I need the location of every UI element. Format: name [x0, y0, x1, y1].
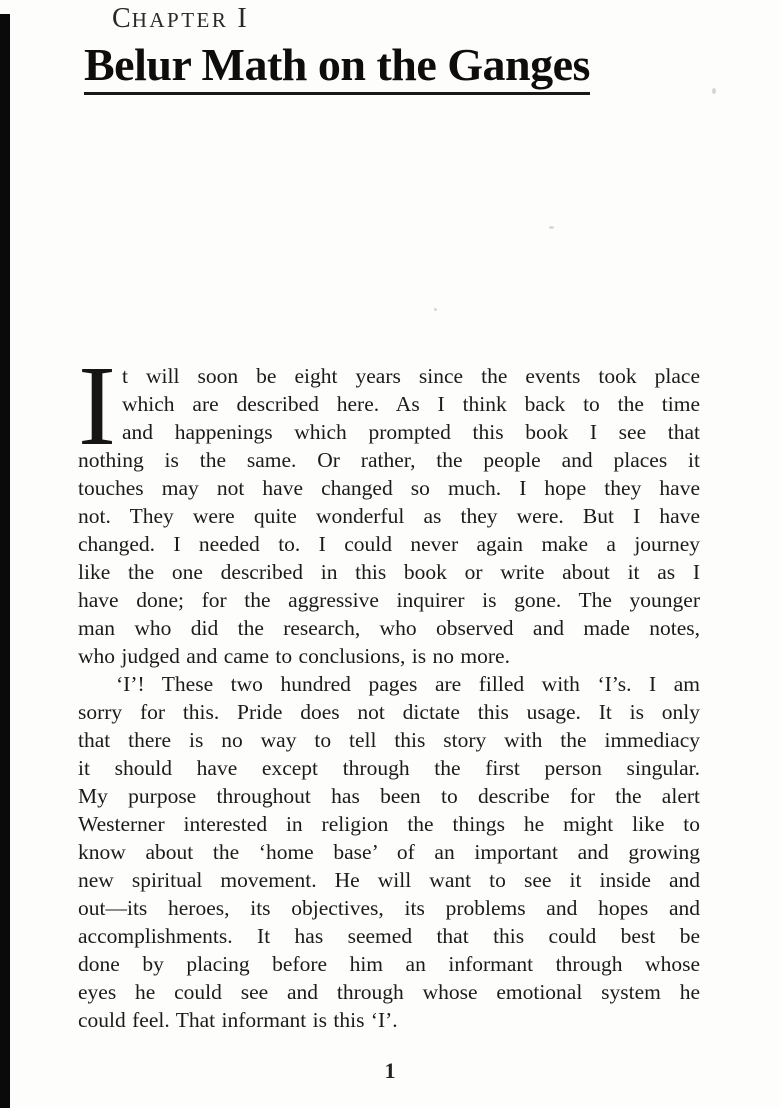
body-line: Westerner interested in religion the things he might like to — [78, 812, 700, 836]
body-line: know about the ‘home base’ of an important and growing — [78, 840, 700, 864]
body-line: nothing is the same. Or rather, the people and places it — [78, 448, 700, 472]
body-line: sorry for this. Pride does not dictate this usage. It is only — [78, 700, 700, 724]
body-line: eyes he could see and through whose emotional system he — [78, 980, 700, 1004]
chapter-numeral: I — [237, 3, 248, 34]
title-wrap — [84, 40, 590, 95]
body-line: and happenings which prompted this book I see that — [122, 420, 700, 444]
chapter-label-lead: C — [112, 3, 132, 34]
page-number: 1 — [384, 1058, 396, 1083]
scan-speck — [549, 226, 554, 229]
body-line: it should have except through the first person singular. — [78, 756, 700, 780]
chapter-label-rest: HAPTER — [131, 8, 229, 32]
body-line: accomplishments. It has seemed that this could best be — [78, 924, 700, 948]
body-line: My purpose throughout has been to describe for the alert — [78, 784, 700, 808]
chapter-label — [112, 3, 248, 35]
body-line: t will soon be eight years since the events took place — [122, 364, 700, 388]
paragraph-2 — [78, 670, 700, 1034]
body-line: that there is no way to tell this story with the immediacy — [78, 728, 700, 752]
scan-speck — [712, 88, 716, 94]
chapter-title: Belur Math on the Ganges — [84, 40, 590, 95]
body-line: which are described here. As I think back to the time — [122, 392, 700, 416]
body-line: touches may not have changed so much. I hope they have — [78, 476, 700, 500]
drop-cap: I — [78, 342, 116, 469]
body-line: not. They were quite wonderful as they were. But I have — [78, 504, 700, 528]
paragraph-1 — [78, 342, 700, 670]
body-line: ‘I’! These two hundred pages are filled with ‘I’s. I am — [116, 672, 700, 696]
body-line: have done; for the aggressive inquirer is gone. The younger — [78, 588, 700, 612]
scan-edge-bar — [0, 14, 10, 1108]
body-line: could feel. That informant is this ‘I’. — [78, 1008, 398, 1032]
body-line: out—its heroes, its objectives, its problems and hopes and — [78, 896, 700, 920]
scan-speck — [434, 308, 437, 311]
body-line: who judged and came to conclusions, is no more. — [78, 644, 510, 668]
body-line: man who did the research, who observed and made notes, — [78, 616, 700, 640]
body-line: changed. I needed to. I could never again make a journey — [78, 532, 700, 556]
body-line: new spiritual movement. He will want to see it inside and — [78, 868, 700, 892]
body-text — [78, 342, 700, 1034]
body-line: like the one described in this book or write about it as I — [78, 560, 700, 584]
body-line: done by placing before him an informant through whose — [78, 952, 700, 976]
